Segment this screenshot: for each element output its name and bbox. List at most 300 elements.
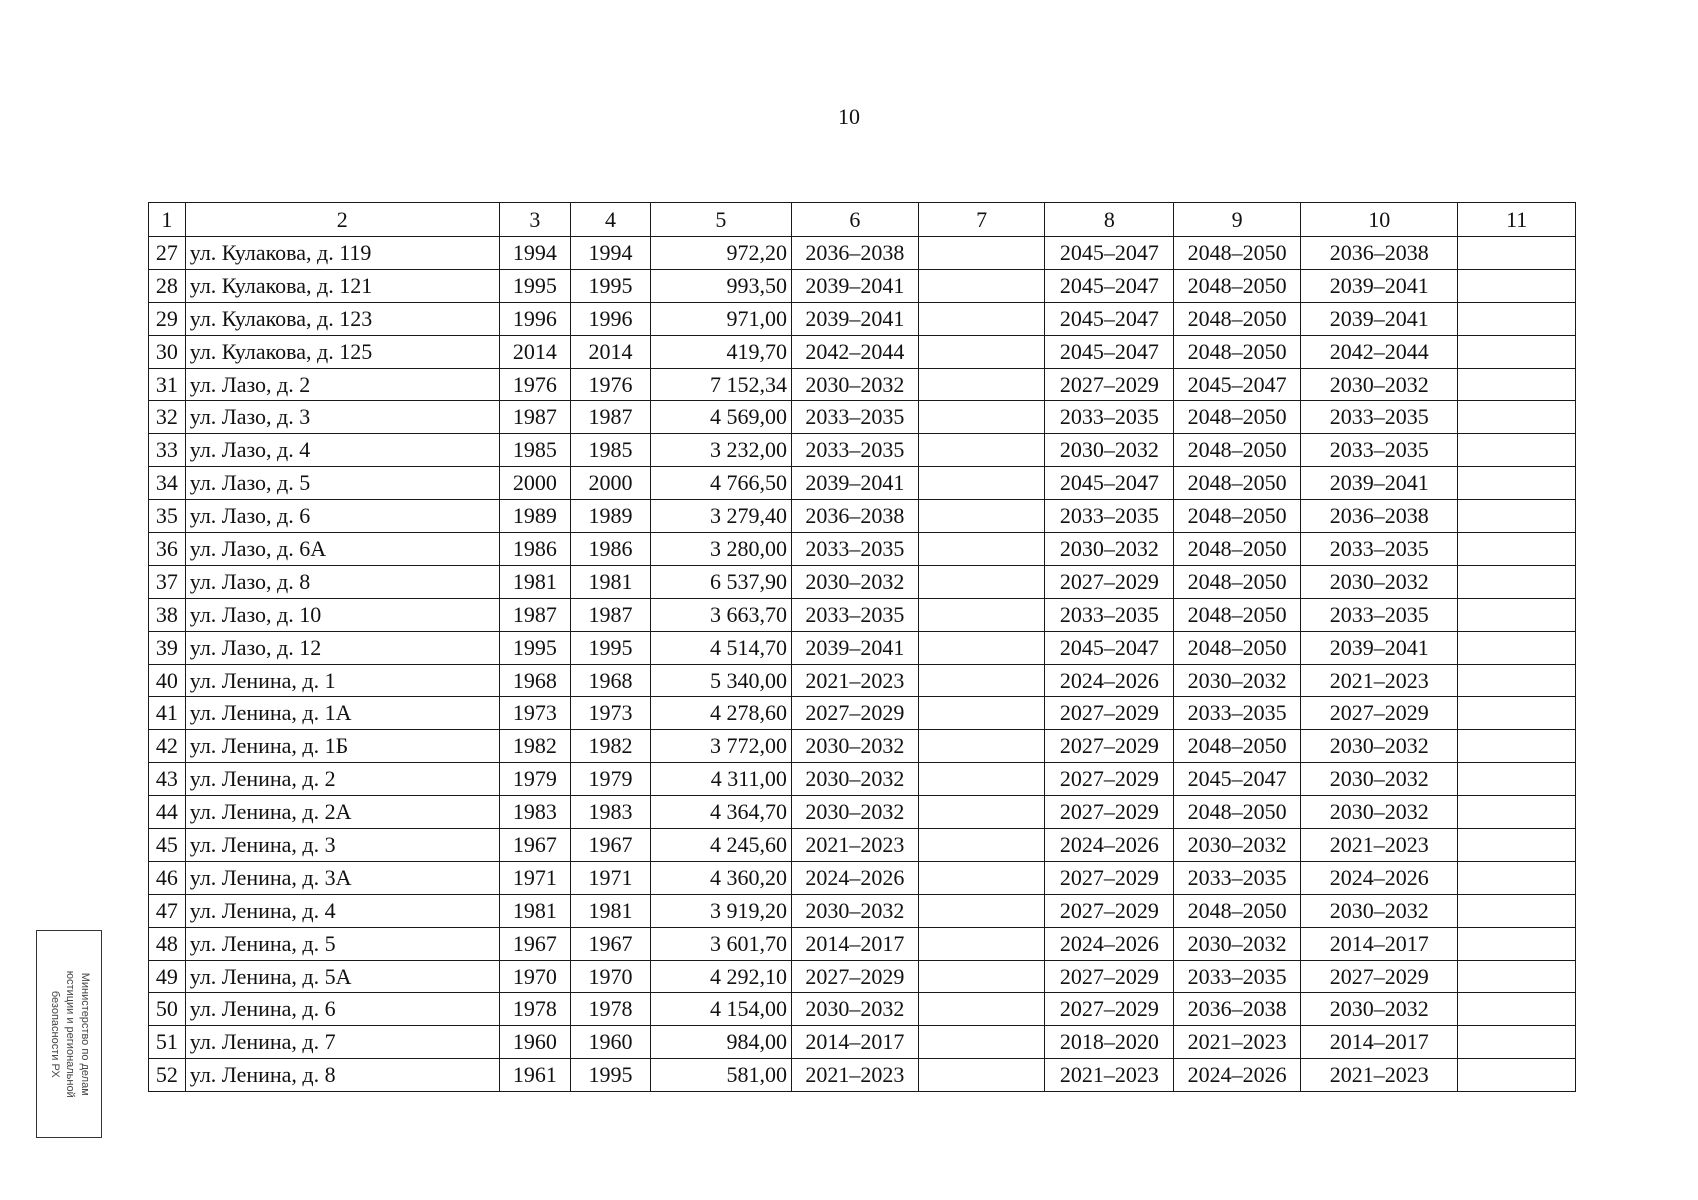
page-number: 10 xyxy=(838,104,860,129)
period-cell: 2036–2038 xyxy=(791,237,918,270)
period-cell: 2039–2041 xyxy=(791,467,918,500)
column-7-cell xyxy=(918,598,1045,631)
commissioning-year-cell: 1995 xyxy=(571,269,651,302)
period-cell: 2039–2041 xyxy=(1300,269,1457,302)
period-cell: 2039–2041 xyxy=(791,302,918,335)
table-row xyxy=(149,993,1576,1026)
column-11-cell xyxy=(1458,1059,1576,1092)
period-cell: 2030–2032 xyxy=(791,565,918,598)
period-cell: 2048–2050 xyxy=(1174,500,1301,533)
table-row xyxy=(149,434,1576,467)
period-cell: 2021–2023 xyxy=(1300,1059,1457,1092)
address-cell: ул. Ленина, д. 4 xyxy=(185,894,499,927)
column-header: 7 xyxy=(918,203,1045,237)
commissioning-year-cell: 1981 xyxy=(571,565,651,598)
period-cell: 2021–2023 xyxy=(791,829,918,862)
period-cell: 2030–2032 xyxy=(1174,927,1301,960)
address-cell: ул. Лазо, д. 3 xyxy=(185,401,499,434)
column-7-cell xyxy=(918,993,1045,1026)
period-cell: 2033–2035 xyxy=(1300,434,1457,467)
period-cell: 2033–2035 xyxy=(1300,401,1457,434)
period-cell: 2039–2041 xyxy=(791,269,918,302)
period-cell: 2027–2029 xyxy=(1300,697,1457,730)
area-cell: 972,20 xyxy=(650,237,791,270)
period-cell: 2030–2032 xyxy=(1300,368,1457,401)
column-7-cell xyxy=(918,960,1045,993)
area-cell: 3 279,40 xyxy=(650,500,791,533)
column-7-cell xyxy=(918,335,1045,368)
period-cell: 2030–2032 xyxy=(1045,434,1174,467)
construction-year-cell: 1979 xyxy=(499,763,571,796)
address-cell: ул. Кулакова, д. 121 xyxy=(185,269,499,302)
area-cell: 4 154,00 xyxy=(650,993,791,1026)
address-cell: ул. Ленина, д. 7 xyxy=(185,1026,499,1059)
column-7-cell xyxy=(918,1026,1045,1059)
period-cell: 2021–2023 xyxy=(1174,1026,1301,1059)
period-cell: 2039–2041 xyxy=(1300,467,1457,500)
commissioning-year-cell: 1979 xyxy=(571,763,651,796)
construction-year-cell: 1987 xyxy=(499,401,571,434)
period-cell: 2030–2032 xyxy=(791,730,918,763)
period-cell: 2024–2026 xyxy=(1045,664,1174,697)
column-11-cell xyxy=(1458,467,1576,500)
table-row xyxy=(149,598,1576,631)
period-cell: 2014–2017 xyxy=(1300,927,1457,960)
table-body xyxy=(149,237,1576,1092)
period-cell: 2045–2047 xyxy=(1174,763,1301,796)
period-cell: 2048–2050 xyxy=(1174,269,1301,302)
row-number-cell: 32 xyxy=(149,401,186,434)
period-cell: 2042–2044 xyxy=(1300,335,1457,368)
column-11-cell xyxy=(1458,269,1576,302)
column-11-cell xyxy=(1458,960,1576,993)
commissioning-year-cell: 1982 xyxy=(571,730,651,763)
table-row xyxy=(149,269,1576,302)
period-cell: 2030–2032 xyxy=(1045,533,1174,566)
period-cell: 2045–2047 xyxy=(1045,335,1174,368)
commissioning-year-cell: 2014 xyxy=(571,335,651,368)
row-number-cell: 46 xyxy=(149,861,186,894)
area-cell: 4 766,50 xyxy=(650,467,791,500)
area-cell: 4 311,00 xyxy=(650,763,791,796)
address-cell: ул. Лазо, д. 8 xyxy=(185,565,499,598)
column-7-cell xyxy=(918,467,1045,500)
row-number-cell: 39 xyxy=(149,631,186,664)
period-cell: 2048–2050 xyxy=(1174,598,1301,631)
column-11-cell xyxy=(1458,533,1576,566)
address-cell: ул. Ленина, д. 3 xyxy=(185,829,499,862)
construction-year-cell: 1985 xyxy=(499,434,571,467)
period-cell: 2036–2038 xyxy=(791,500,918,533)
column-11-cell xyxy=(1458,796,1576,829)
column-11-cell xyxy=(1458,1026,1576,1059)
construction-year-cell: 2000 xyxy=(499,467,571,500)
area-cell: 4 569,00 xyxy=(650,401,791,434)
period-cell: 2014–2017 xyxy=(791,927,918,960)
housing-register-table xyxy=(148,202,1576,1092)
column-11-cell xyxy=(1458,500,1576,533)
table-row xyxy=(149,1059,1576,1092)
row-number-cell: 37 xyxy=(149,565,186,598)
column-11-cell xyxy=(1458,829,1576,862)
address-cell: ул. Ленина, д. 8 xyxy=(185,1059,499,1092)
area-cell: 3 232,00 xyxy=(650,434,791,467)
period-cell: 2027–2029 xyxy=(1045,960,1174,993)
row-number-cell: 29 xyxy=(149,302,186,335)
period-cell: 2048–2050 xyxy=(1174,302,1301,335)
period-cell: 2027–2029 xyxy=(1045,697,1174,730)
period-cell: 2033–2035 xyxy=(791,533,918,566)
table-row xyxy=(149,861,1576,894)
period-cell: 2033–2035 xyxy=(1174,697,1301,730)
column-7-cell xyxy=(918,697,1045,730)
period-cell: 2024–2026 xyxy=(1045,927,1174,960)
row-number-cell: 40 xyxy=(149,664,186,697)
column-header: 8 xyxy=(1045,203,1174,237)
construction-year-cell: 1996 xyxy=(499,302,571,335)
column-7-cell xyxy=(918,763,1045,796)
table-row xyxy=(149,500,1576,533)
period-cell: 2048–2050 xyxy=(1174,467,1301,500)
period-cell: 2027–2029 xyxy=(1045,565,1174,598)
period-cell: 2042–2044 xyxy=(791,335,918,368)
address-cell: ул. Ленина, д. 5А xyxy=(185,960,499,993)
period-cell: 2030–2032 xyxy=(791,993,918,1026)
period-cell: 2039–2041 xyxy=(791,631,918,664)
period-cell: 2048–2050 xyxy=(1174,894,1301,927)
construction-year-cell: 1986 xyxy=(499,533,571,566)
construction-year-cell: 2014 xyxy=(499,335,571,368)
period-cell: 2024–2026 xyxy=(1300,861,1457,894)
column-11-cell xyxy=(1458,335,1576,368)
column-7-cell xyxy=(918,927,1045,960)
period-cell: 2048–2050 xyxy=(1174,796,1301,829)
period-cell: 2030–2032 xyxy=(1300,993,1457,1026)
column-11-cell xyxy=(1458,763,1576,796)
area-cell: 581,00 xyxy=(650,1059,791,1092)
area-cell: 7 152,34 xyxy=(650,368,791,401)
period-cell: 2021–2023 xyxy=(1045,1059,1174,1092)
column-7-cell xyxy=(918,730,1045,763)
address-cell: ул. Ленина, д. 1А xyxy=(185,697,499,730)
table-row xyxy=(149,237,1576,270)
column-7-cell xyxy=(918,434,1045,467)
period-cell: 2021–2023 xyxy=(791,1059,918,1092)
period-cell: 2030–2032 xyxy=(791,894,918,927)
column-11-cell xyxy=(1458,730,1576,763)
address-cell: ул. Ленина, д. 6 xyxy=(185,993,499,1026)
period-cell: 2048–2050 xyxy=(1174,237,1301,270)
period-cell: 2048–2050 xyxy=(1174,401,1301,434)
period-cell: 2033–2035 xyxy=(791,401,918,434)
column-7-cell xyxy=(918,664,1045,697)
table-row xyxy=(149,335,1576,368)
period-cell: 2030–2032 xyxy=(791,763,918,796)
address-cell: ул. Лазо, д. 10 xyxy=(185,598,499,631)
period-cell: 2048–2050 xyxy=(1174,565,1301,598)
period-cell: 2039–2041 xyxy=(1300,631,1457,664)
table-row xyxy=(149,533,1576,566)
construction-year-cell: 1967 xyxy=(499,829,571,862)
table-row xyxy=(149,927,1576,960)
table-row xyxy=(149,664,1576,697)
area-cell: 3 280,00 xyxy=(650,533,791,566)
stamp-line: юстиции и региональной xyxy=(63,970,76,1098)
period-cell: 2045–2047 xyxy=(1045,269,1174,302)
column-7-cell xyxy=(918,1059,1045,1092)
period-cell: 2027–2029 xyxy=(791,960,918,993)
row-number-cell: 45 xyxy=(149,829,186,862)
commissioning-year-cell: 1995 xyxy=(571,631,651,664)
table-row xyxy=(149,467,1576,500)
area-cell: 5 340,00 xyxy=(650,664,791,697)
construction-year-cell: 1995 xyxy=(499,631,571,664)
construction-year-cell: 1968 xyxy=(499,664,571,697)
area-cell: 4 278,60 xyxy=(650,697,791,730)
period-cell: 2024–2026 xyxy=(1174,1059,1301,1092)
commissioning-year-cell: 1995 xyxy=(571,1059,651,1092)
period-cell: 2048–2050 xyxy=(1174,631,1301,664)
period-cell: 2048–2050 xyxy=(1174,335,1301,368)
area-cell: 4 364,70 xyxy=(650,796,791,829)
period-cell: 2033–2035 xyxy=(1045,598,1174,631)
period-cell: 2014–2017 xyxy=(791,1026,918,1059)
area-cell: 3 919,20 xyxy=(650,894,791,927)
column-11-cell xyxy=(1458,861,1576,894)
column-7-cell xyxy=(918,533,1045,566)
column-11-cell xyxy=(1458,993,1576,1026)
column-11-cell xyxy=(1458,697,1576,730)
period-cell: 2027–2029 xyxy=(1045,368,1174,401)
period-cell: 2039–2041 xyxy=(1300,302,1457,335)
address-cell: ул. Ленина, д. 3А xyxy=(185,861,499,894)
column-7-cell xyxy=(918,500,1045,533)
commissioning-year-cell: 1978 xyxy=(571,993,651,1026)
area-cell: 419,70 xyxy=(650,335,791,368)
column-header: 9 xyxy=(1174,203,1301,237)
row-number-cell: 50 xyxy=(149,993,186,1026)
column-11-cell xyxy=(1458,302,1576,335)
column-7-cell xyxy=(918,237,1045,270)
period-cell: 2027–2029 xyxy=(1045,796,1174,829)
period-cell: 2033–2035 xyxy=(1045,401,1174,434)
address-cell: ул. Кулакова, д. 123 xyxy=(185,302,499,335)
column-7-cell xyxy=(918,894,1045,927)
period-cell: 2027–2029 xyxy=(1045,993,1174,1026)
column-7-cell xyxy=(918,861,1045,894)
period-cell: 2021–2023 xyxy=(1300,664,1457,697)
commissioning-year-cell: 1967 xyxy=(571,829,651,862)
commissioning-year-cell: 1981 xyxy=(571,894,651,927)
area-cell: 3 601,70 xyxy=(650,927,791,960)
commissioning-year-cell: 1983 xyxy=(571,796,651,829)
column-7-cell xyxy=(918,368,1045,401)
commissioning-year-cell: 1970 xyxy=(571,960,651,993)
construction-year-cell: 1987 xyxy=(499,598,571,631)
column-11-cell xyxy=(1458,565,1576,598)
column-7-cell xyxy=(918,565,1045,598)
commissioning-year-cell: 1986 xyxy=(571,533,651,566)
period-cell: 2048–2050 xyxy=(1174,533,1301,566)
period-cell: 2033–2035 xyxy=(791,598,918,631)
commissioning-year-cell: 1996 xyxy=(571,302,651,335)
period-cell: 2030–2032 xyxy=(1174,829,1301,862)
address-cell: ул. Кулакова, д. 119 xyxy=(185,237,499,270)
construction-year-cell: 1994 xyxy=(499,237,571,270)
column-header: 5 xyxy=(650,203,791,237)
construction-year-cell: 1970 xyxy=(499,960,571,993)
period-cell: 2024–2026 xyxy=(1045,829,1174,862)
column-7-cell xyxy=(918,401,1045,434)
row-number-cell: 30 xyxy=(149,335,186,368)
construction-year-cell: 1961 xyxy=(499,1059,571,1092)
row-number-cell: 35 xyxy=(149,500,186,533)
column-header: 3 xyxy=(499,203,571,237)
period-cell: 2030–2032 xyxy=(1300,894,1457,927)
row-number-cell: 28 xyxy=(149,269,186,302)
period-cell: 2018–2020 xyxy=(1045,1026,1174,1059)
address-cell: ул. Ленина, д. 5 xyxy=(185,927,499,960)
header-row xyxy=(149,203,1576,237)
period-cell: 2036–2038 xyxy=(1300,237,1457,270)
commissioning-year-cell: 1989 xyxy=(571,500,651,533)
column-header: 6 xyxy=(791,203,918,237)
period-cell: 2021–2023 xyxy=(791,664,918,697)
table-row xyxy=(149,960,1576,993)
period-cell: 2048–2050 xyxy=(1174,730,1301,763)
period-cell: 2027–2029 xyxy=(1300,960,1457,993)
construction-year-cell: 1976 xyxy=(499,368,571,401)
address-cell: ул. Лазо, д. 6 xyxy=(185,500,499,533)
row-number-cell: 31 xyxy=(149,368,186,401)
area-cell: 993,50 xyxy=(650,269,791,302)
row-number-cell: 47 xyxy=(149,894,186,927)
commissioning-year-cell: 2000 xyxy=(571,467,651,500)
period-cell: 2030–2032 xyxy=(1300,796,1457,829)
construction-year-cell: 1983 xyxy=(499,796,571,829)
column-7-cell xyxy=(918,269,1045,302)
address-cell: ул. Лазо, д. 12 xyxy=(185,631,499,664)
construction-year-cell: 1981 xyxy=(499,565,571,598)
row-number-cell: 41 xyxy=(149,697,186,730)
address-cell: ул. Ленина, д. 2 xyxy=(185,763,499,796)
row-number-cell: 52 xyxy=(149,1059,186,1092)
construction-year-cell: 1982 xyxy=(499,730,571,763)
construction-year-cell: 1960 xyxy=(499,1026,571,1059)
table-row xyxy=(149,401,1576,434)
row-number-cell: 43 xyxy=(149,763,186,796)
stamp-text xyxy=(47,971,92,1098)
period-cell: 2030–2032 xyxy=(1300,730,1457,763)
column-11-cell xyxy=(1458,368,1576,401)
column-11-cell xyxy=(1458,927,1576,960)
column-header: 1 xyxy=(149,203,186,237)
address-cell: ул. Ленина, д. 1 xyxy=(185,664,499,697)
commissioning-year-cell: 1968 xyxy=(571,664,651,697)
table-row xyxy=(149,730,1576,763)
row-number-cell: 38 xyxy=(149,598,186,631)
table-row xyxy=(149,1026,1576,1059)
period-cell: 2030–2032 xyxy=(1174,664,1301,697)
column-11-cell xyxy=(1458,434,1576,467)
stamp-line: безопасности РХ xyxy=(48,990,61,1078)
column-7-cell xyxy=(918,829,1045,862)
address-cell: ул. Лазо, д. 2 xyxy=(185,368,499,401)
column-7-cell xyxy=(918,796,1045,829)
area-cell: 3 663,70 xyxy=(650,598,791,631)
column-header: 2 xyxy=(185,203,499,237)
period-cell: 2033–2035 xyxy=(1174,861,1301,894)
column-header: 11 xyxy=(1458,203,1576,237)
commissioning-year-cell: 1973 xyxy=(571,697,651,730)
table-header xyxy=(149,203,1576,237)
period-cell: 2045–2047 xyxy=(1174,368,1301,401)
commissioning-year-cell: 1971 xyxy=(571,861,651,894)
area-cell: 3 772,00 xyxy=(650,730,791,763)
period-cell: 2014–2017 xyxy=(1300,1026,1457,1059)
period-cell: 2045–2047 xyxy=(1045,237,1174,270)
column-11-cell xyxy=(1458,598,1576,631)
table-row xyxy=(149,763,1576,796)
table-row xyxy=(149,368,1576,401)
row-number-cell: 34 xyxy=(149,467,186,500)
column-11-cell xyxy=(1458,664,1576,697)
column-7-cell xyxy=(918,631,1045,664)
area-cell: 4 360,20 xyxy=(650,861,791,894)
period-cell: 2027–2029 xyxy=(1045,894,1174,927)
period-cell: 2030–2032 xyxy=(1300,763,1457,796)
table-row xyxy=(149,894,1576,927)
construction-year-cell: 1981 xyxy=(499,894,571,927)
commissioning-year-cell: 1994 xyxy=(571,237,651,270)
period-cell: 2030–2032 xyxy=(1300,565,1457,598)
period-cell: 2036–2038 xyxy=(1174,993,1301,1026)
table-row xyxy=(149,829,1576,862)
column-11-cell xyxy=(1458,631,1576,664)
period-cell: 2027–2029 xyxy=(1045,861,1174,894)
commissioning-year-cell: 1987 xyxy=(571,598,651,631)
column-11-cell xyxy=(1458,237,1576,270)
row-number-cell: 49 xyxy=(149,960,186,993)
row-number-cell: 27 xyxy=(149,237,186,270)
table-row xyxy=(149,697,1576,730)
commissioning-year-cell: 1976 xyxy=(571,368,651,401)
area-cell: 971,00 xyxy=(650,302,791,335)
period-cell: 2033–2035 xyxy=(791,434,918,467)
period-cell: 2027–2029 xyxy=(1045,763,1174,796)
row-number-cell: 36 xyxy=(149,533,186,566)
registration-stamp xyxy=(36,930,102,1138)
period-cell: 2030–2032 xyxy=(791,796,918,829)
commissioning-year-cell: 1987 xyxy=(571,401,651,434)
period-cell: 2021–2023 xyxy=(1300,829,1457,862)
period-cell: 2033–2035 xyxy=(1045,500,1174,533)
table-row xyxy=(149,302,1576,335)
construction-year-cell: 1973 xyxy=(499,697,571,730)
address-cell: ул. Ленина, д. 2А xyxy=(185,796,499,829)
period-cell: 2045–2047 xyxy=(1045,467,1174,500)
period-cell: 2033–2035 xyxy=(1300,533,1457,566)
commissioning-year-cell: 1967 xyxy=(571,927,651,960)
address-cell: ул. Ленина, д. 1Б xyxy=(185,730,499,763)
row-number-cell: 44 xyxy=(149,796,186,829)
period-cell: 2033–2035 xyxy=(1300,598,1457,631)
area-cell: 984,00 xyxy=(650,1026,791,1059)
area-cell: 4 245,60 xyxy=(650,829,791,862)
table-row xyxy=(149,796,1576,829)
construction-year-cell: 1971 xyxy=(499,861,571,894)
column-11-cell xyxy=(1458,401,1576,434)
